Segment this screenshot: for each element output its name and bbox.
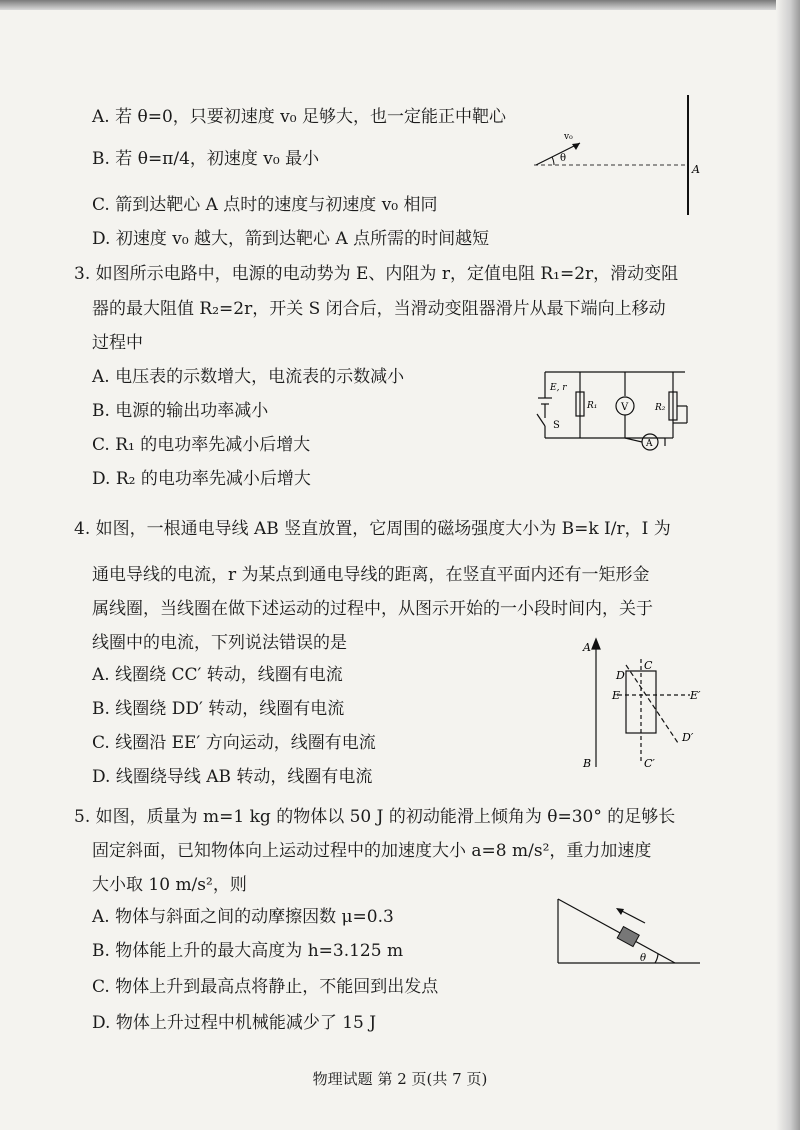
scan-top-edge	[0, 0, 800, 10]
fig-er-label: E, r	[550, 383, 567, 393]
q3-option-c: C. R₁ 的电功率先减小后增大	[92, 435, 311, 455]
fig-d-prime-label: D′	[682, 731, 694, 744]
q4-stem-2: 通电导线的电流，r 为某点到通电导线的距离，在竖直平面内还有一矩形金	[92, 565, 650, 585]
q5-option-d: D. 物体上升过程中机械能减少了 15 J	[92, 1013, 377, 1033]
q4-wire-coil-figure	[578, 635, 728, 775]
fig-r2-label: R₂	[655, 403, 666, 413]
fig-e-prime-label: E′	[690, 689, 701, 702]
q5-option-c: C. 物体上升到最高点将静止，不能回到出发点	[92, 977, 439, 997]
fig-a-label: A	[692, 163, 700, 176]
fig-a-label: A	[583, 641, 591, 654]
q5-stem-2: 固定斜面，已知物体向上运动过程中的加速度大小 a=8 m/s²，重力加速度	[92, 841, 652, 861]
q3-stem-3: 过程中	[92, 333, 143, 353]
q4-stem-4: 线圈中的电流，下列说法错误的是	[92, 633, 347, 653]
page-footer: 物理试题 第 2 页(共 7 页)	[312, 1070, 488, 1088]
q2-target-figure	[530, 95, 720, 220]
q5-incline-figure	[550, 895, 710, 975]
q5-stem-1: 5. 如图，质量为 m=1 kg 的物体以 50 J 的初动能滑上倾角为 θ=30° 的足够长	[74, 807, 676, 827]
q3-stem-1: 3. 如图所示电路中，电源的电动势为 E、内阻为 r，定值电阻 R₁=2r，滑动变阻	[74, 264, 679, 284]
q3-option-d: D. R₂ 的电功率先减小后增大	[92, 469, 311, 489]
q2-option-b: B. 若 θ=π/4，初速度 v₀ 最小	[92, 149, 320, 169]
q5-stem-3: 大小取 10 m/s²，则	[92, 875, 247, 895]
fig-ammeter-label: A	[646, 439, 653, 449]
q5-option-b: B. 物体能上升的最大高度为 h=3.125 m	[92, 941, 404, 961]
fig-d-label: D	[616, 669, 625, 682]
fig-e-label: E	[612, 689, 621, 702]
fig-theta-label: θ	[640, 953, 647, 964]
q4-option-d: D. 线圈绕导线 AB 转动，线圈有电流	[92, 767, 373, 787]
q4-option-a: A. 线圈绕 CC′ 转动，线圈有电流	[92, 665, 343, 685]
q2-option-c: C. 箭到达靶心 A 点时的速度与初速度 v₀ 相同	[92, 195, 438, 215]
fig-c-label: C	[644, 659, 653, 672]
q4-option-c: C. 线圈沿 EE′ 方向运动，线圈有电流	[92, 733, 376, 753]
fig-b-label: B	[583, 757, 592, 770]
fig-voltmeter-label: V	[621, 402, 629, 413]
q4-stem-3: 属线圈，当线圈在做下述运动的过程中，从图示开始的一小段时间内，关于	[92, 599, 653, 619]
fig-s-label: S	[553, 420, 560, 431]
q4-option-b: B. 线圈绕 DD′ 转动，线圈有电流	[92, 699, 345, 719]
fig-theta-label: θ	[560, 153, 567, 164]
fig-r1-label: R₁	[587, 401, 598, 411]
scan-right-edge	[776, 0, 800, 1130]
q3-stem-2: 器的最大阻值 R₂=2r，开关 S 闭合后，当滑动变阻器滑片从最下端向上移动	[92, 299, 666, 319]
q2-option-a: A. 若 θ=0，只要初速度 v₀ 足够大，也一定能正中靶心	[92, 107, 507, 127]
q4-stem-1: 4. 如图，一根通电导线 AB 竖直放置，它周围的磁场强度大小为 B=k I/r，I 为	[74, 519, 671, 539]
q3-option-b: B. 电源的输出功率减小	[92, 401, 269, 421]
q5-option-a: A. 物体与斜面之间的动摩擦因数 μ=0.3	[92, 907, 394, 927]
q3-circuit-figure	[525, 368, 705, 458]
fig-c-prime-label: C′	[644, 757, 655, 770]
fig-v0-label: v₀	[564, 132, 573, 142]
q3-option-a: A. 电压表的示数增大，电流表的示数减小	[92, 367, 405, 387]
q2-option-d: D. 初速度 v₀ 越大，箭到达靶心 A 点所需的时间越短	[92, 229, 490, 249]
